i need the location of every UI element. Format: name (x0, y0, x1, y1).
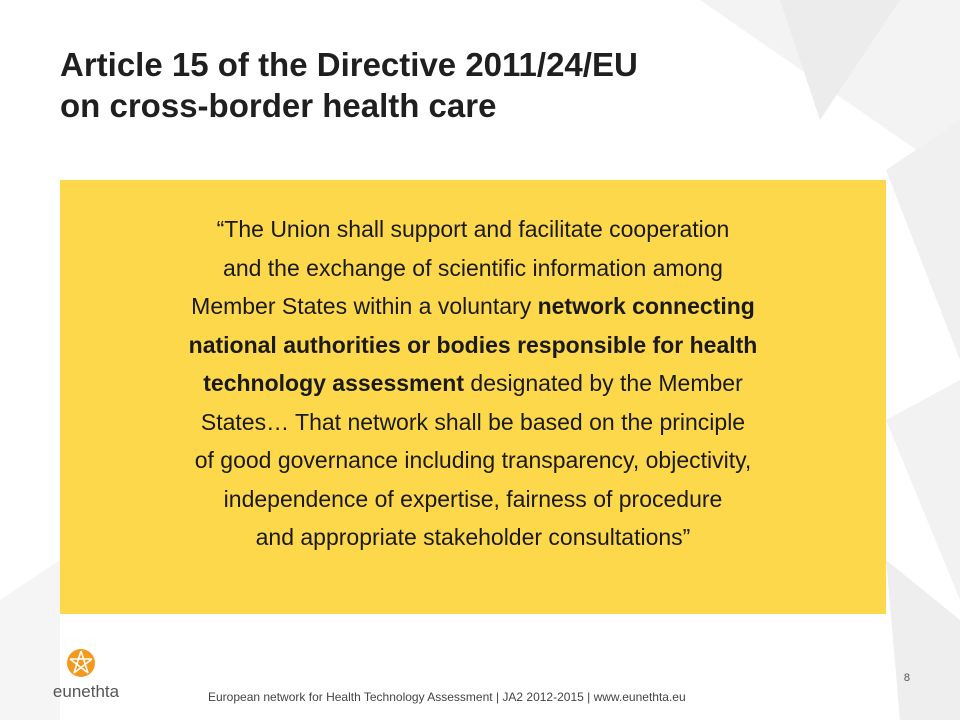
quote-emphasis: national authorities or bodies responsible for health (188, 331, 758, 358)
quote-segment: designated by the Member (464, 370, 743, 396)
quote-emphasis: technology assessment (203, 370, 465, 396)
eunethta-logo (36, 648, 136, 708)
footer-text: European network for Health Technology Assessment | JA2 2012-2015 | www.eunethta.eu (208, 690, 686, 704)
title-line-2: on cross-border health care (60, 87, 497, 124)
quote-line: and the exchange of scientific information among (223, 254, 723, 281)
quote-segment: Member States within a voluntary (191, 293, 538, 319)
quote-emphasis: network connecting (537, 293, 755, 319)
logo-wordmark: eunethta (52, 682, 120, 701)
slide-title (60, 44, 900, 126)
quote-line: independence of expertise, fairness of procedure (223, 485, 723, 512)
quote-text (60, 210, 886, 557)
title-line-1: Article 15 of the Directive 2011/24/EU (60, 46, 638, 83)
quote-line (60, 326, 886, 365)
eunethta-star-icon (66, 648, 96, 678)
quote-line (60, 287, 886, 326)
quote-line: States… That network shall be based on the principle (200, 408, 746, 435)
quote-line (60, 364, 886, 403)
quote-line: “The Union shall support and facilitate cooperation (216, 216, 730, 242)
quote-box (60, 180, 886, 614)
quote-line: and appropriate stakeholder consultations” (255, 524, 691, 550)
page-number: 8 (903, 672, 910, 684)
quote-line: of good governance including transparency, objectivity, (194, 447, 752, 473)
